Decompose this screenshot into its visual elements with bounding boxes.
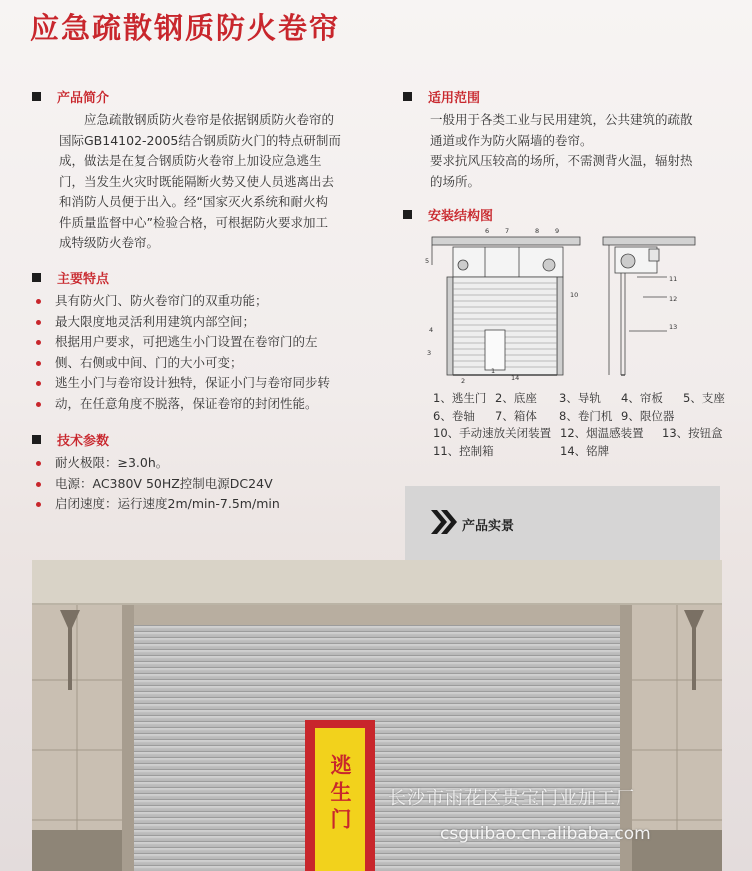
legend-row — [433, 390, 733, 408]
diagram-label: 9 — [555, 227, 560, 235]
list-item: 逃生小门与卷帘设计独特，保证小门与卷帘同步转 — [33, 373, 393, 394]
exit-door-text: 逃生门 — [328, 754, 352, 835]
legend-item: 1、逃生门 — [433, 391, 487, 405]
diagram-label: 4 — [429, 326, 434, 334]
install-heading — [403, 205, 493, 224]
square-bullet-icon — [32, 92, 41, 101]
list-item: 耐火极限：≥3.0h。 — [33, 453, 393, 474]
legend-item: 14、铭牌 — [560, 443, 610, 458]
scope-heading — [403, 87, 480, 106]
exit-door-sign — [315, 728, 365, 871]
diagram-legend — [433, 390, 733, 460]
square-bullet-icon — [403, 210, 412, 219]
intro-line: 件质量监督中心”检验合格，可根据防火要求加工 — [59, 214, 328, 230]
legend-item: 6、卷轴 — [433, 408, 475, 423]
list-item: 最大限度地灵活利用建筑内部空间； — [33, 312, 393, 333]
scope-line: 一般用于各类工业与民用建筑，公共建筑的疏散 — [430, 112, 693, 127]
diagram-label: 6 — [485, 227, 490, 235]
intro-text — [59, 110, 399, 254]
diagram-label: 2 — [461, 377, 466, 385]
installation-diagram — [425, 225, 725, 385]
list-item: 侧、右侧或中间、门的大小可变； — [33, 353, 393, 374]
legend-item: 7、箱体 — [495, 408, 537, 423]
scope-line: 的场所。 — [430, 173, 481, 189]
diagram-label: 13 — [669, 323, 678, 331]
features-list — [33, 291, 393, 414]
list-item: 根据用户要求，可把逃生小门设置在卷帘门的左 — [33, 332, 393, 353]
diagram-label: 8 — [535, 227, 540, 235]
legend-item: 8、卷门机 — [559, 408, 613, 423]
page-title: 应急疏散钢质防火卷帘 — [30, 11, 341, 45]
tech-heading — [32, 430, 109, 449]
diagram-label: 11 — [669, 275, 678, 283]
scope-line: 通道或作为防火隔墙的卷帘。 — [430, 132, 593, 148]
intro-line: 成，做法是在复合钢质防火卷帘上加设应急逃生 — [59, 153, 322, 168]
tech-list — [33, 453, 393, 515]
watermark-url: csguibao.cn.alibaba.com — [440, 824, 651, 844]
list-item: 动，在任意角度不脱落，保证卷帘的封闭性能。 — [33, 394, 393, 415]
double-chevron-right-icon — [429, 508, 459, 536]
diagram-label: 7 — [505, 227, 510, 235]
intro-line: 和消防人员便于出入。经“国家灭火系统和耐火构 — [59, 194, 328, 209]
diagram-label: 10 — [570, 291, 579, 299]
intro-line: 门，当发生火灾时既能隔断火势又使人员逃离出去 — [59, 173, 335, 189]
scope-text — [430, 110, 740, 192]
tech-heading-label: 技术参数 — [57, 434, 110, 449]
square-bullet-icon — [403, 92, 412, 101]
list-item: 启闭速度：运行速度2m/min-7.5m/min — [33, 494, 393, 515]
square-bullet-icon — [32, 273, 41, 282]
legend-row — [433, 408, 733, 426]
legend-row — [433, 425, 733, 443]
legend-item: 11、控制箱 — [433, 443, 494, 458]
scope-heading-label: 适用范围 — [428, 91, 481, 106]
legend-item: 3、导轨 — [559, 391, 601, 405]
legend-item: 5、支座 — [683, 391, 725, 405]
legend-item: 9、限位器 — [621, 408, 675, 423]
intro-heading-label: 产品简介 — [57, 91, 110, 106]
legend-item: 13、按钮盒 — [662, 426, 723, 440]
diagram-label: 14 — [511, 374, 520, 382]
features-heading — [32, 268, 109, 287]
intro-line: 国际GB14102-2005结合钢质防火门的特点研制而 — [59, 132, 341, 148]
intro-heading — [32, 87, 109, 106]
product-photo-label: 产品实景 — [462, 519, 515, 534]
scope-line: 要求抗风压较高的场所，不需测背火温，辐射热 — [430, 153, 693, 168]
diagram-label: 12 — [669, 295, 678, 303]
features-heading-label: 主要特点 — [57, 272, 110, 287]
intro-line: 应急疏散钢质防火卷帘是依据钢质防火卷帘的 — [84, 112, 335, 127]
intro-line: 成特级防火卷帘。 — [59, 235, 160, 250]
diagram-label: 5 — [425, 257, 430, 265]
legend-item: 4、帘板 — [621, 391, 663, 405]
square-bullet-icon — [32, 435, 41, 444]
list-item: 具有防火门、防火卷帘门的双重功能； — [33, 291, 393, 312]
watermark-company: 长沙市雨花区贵宝门业加工厂 — [388, 788, 635, 809]
legend-row — [433, 443, 733, 461]
install-heading-label: 安装结构图 — [428, 209, 494, 224]
list-item: 电源：AC380V 50HZ控制电源DC24V — [33, 474, 393, 495]
diagram-label: 3 — [427, 349, 432, 357]
legend-item: 12、烟温感装置 — [560, 426, 644, 440]
diagram-label: 1 — [491, 367, 496, 375]
legend-item: 10、手动速放关闭装置 — [433, 426, 552, 440]
legend-item: 2、底座 — [495, 391, 537, 405]
